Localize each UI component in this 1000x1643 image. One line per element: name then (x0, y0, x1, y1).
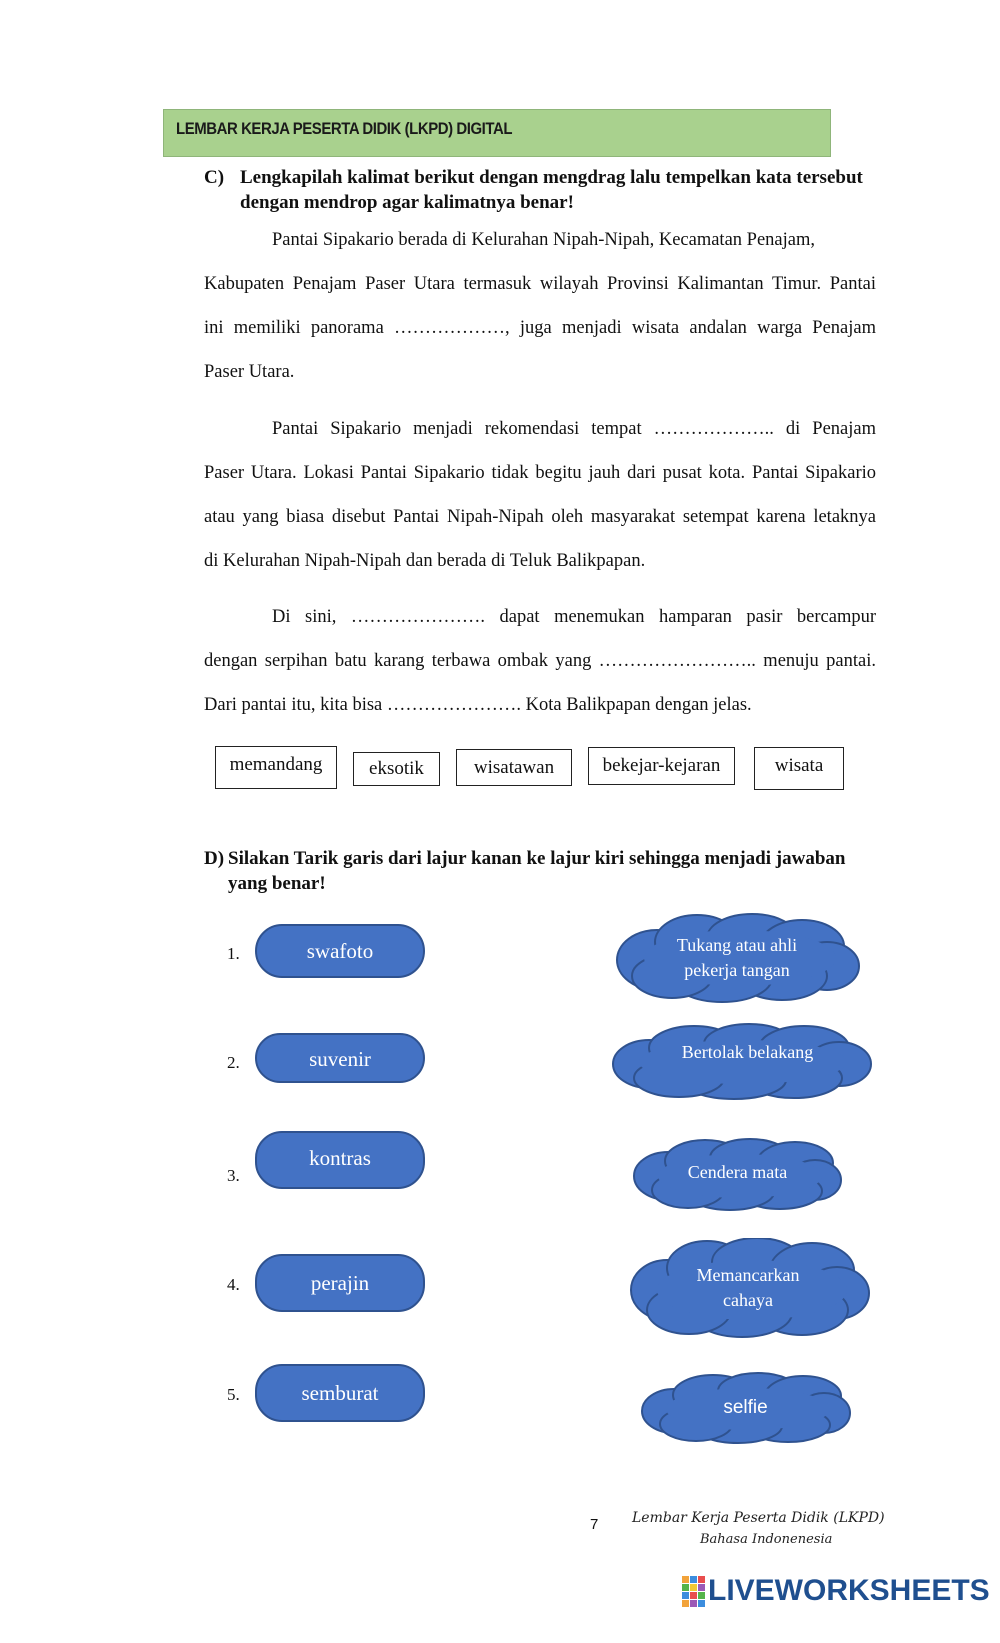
item-number: 5. (227, 1385, 240, 1404)
word-card-bekejar-kejaran[interactable]: bekejar-kejaran (588, 747, 735, 785)
match-left-swafoto[interactable]: swafoto (255, 924, 425, 978)
section-c-instruction-line2: dengan mendrop agar kalimatnya benar! (240, 192, 574, 213)
word-card-wisatawan[interactable]: wisatawan (456, 749, 572, 786)
cloud-text-line2: cahaya (723, 1290, 773, 1310)
passage-line: Kabupaten Penajam Paser Utara termasuk wilayah Provinsi Kalimantan Timur. Pantai (204, 274, 876, 294)
cloud-text-line1: Bertolak belakang (681, 1042, 814, 1062)
section-d-instruction-line1: Silakan Tarik garis dari lajur kanan ke lajur kiri sehingga menjadi jawaban (228, 848, 846, 869)
passage-line: Pantai Sipakario menjadi rekomendasi tempat ……………….. di Penajam (272, 419, 876, 439)
match-right-cendera[interactable] (630, 1136, 845, 1212)
cloud-text-line1: selfie (723, 1397, 768, 1418)
match-right-selfie[interactable] (638, 1371, 853, 1445)
word-card-wisata[interactable]: wisata (754, 747, 844, 790)
word-card-memandang[interactable]: memandang (215, 746, 337, 789)
section-d-instruction-line2: yang benar! (228, 873, 326, 894)
match-right-tukang[interactable] (612, 912, 862, 1004)
document-header (163, 109, 831, 157)
match-left-perajin[interactable]: perajin (255, 1254, 425, 1312)
passage-line: Pantai Sipakario berada di Kelurahan Nipah-Nipah, Kecamatan Penajam, (272, 230, 815, 250)
cloud-text-line1: Tukang atau ahli (676, 935, 798, 955)
cloud-text-line1: Cendera mata (687, 1162, 788, 1182)
footer-line2: Bahasa Indonenesia (700, 1532, 833, 1547)
passage-line: atau yang biasa disebut Pantai Nipah-Nipah oleh masyarakat setempat karena letaknya (204, 507, 876, 527)
match-left-kontras[interactable]: kontras (255, 1131, 425, 1189)
passage-line: Dari pantai itu, kita bisa …………………. Kota Balikpapan dengan jelas. (204, 695, 752, 715)
section-c-instruction-line1: Lengkapilah kalimat berikut dengan mengdrag lalu tempelkan kata tersebut (240, 167, 863, 188)
item-number: 4. (227, 1275, 240, 1294)
document-title: LEMBAR KERJA PESERTA DIDIK (LKPD) DIGITAL (176, 119, 513, 138)
passage-line: ini memiliki panorama ………………, juga menjadi wisata andalan warga Penajam (204, 318, 876, 338)
match-right-memancarkan[interactable] (627, 1238, 877, 1338)
brand-name: LIVEWORKSHEETS (708, 1574, 990, 1607)
match-left-suvenir[interactable]: suvenir (255, 1033, 425, 1083)
item-number: 1. (227, 944, 240, 963)
item-number: 3. (227, 1166, 240, 1185)
match-left-semburat[interactable]: semburat (255, 1364, 425, 1422)
footer-line1: Lembar Kerja Peserta Didik (LKPD) (632, 1510, 885, 1526)
section-d-label: D) (204, 848, 225, 869)
section-c-label: C) (204, 167, 225, 188)
passage-line: Paser Utara. (204, 362, 295, 382)
logo-mark-icon (682, 1576, 706, 1608)
cloud-text-line2: pekerja tangan (684, 960, 790, 980)
passage-line: dengan serpihan batu karang terbawa ombak yang …………………….. menuju pantai. (204, 651, 876, 671)
passage-line: di Kelurahan Nipah-Nipah dan berada di Teluk Balikpapan. (204, 551, 646, 571)
passage-line: Di sini, …………………. dapat menemukan hamparan pasir bercampur (272, 607, 876, 627)
section-d-instruction (204, 846, 884, 900)
word-card-eksotik[interactable]: eksotik (353, 752, 440, 786)
cloud-text-line1: Memancarkan (696, 1265, 800, 1285)
item-number: 2. (227, 1053, 240, 1072)
section-c-instruction (204, 165, 884, 219)
passage-line: Paser Utara. Lokasi Pantai Sipakario tidak begitu jauh dari pusat kota. Pantai Sipakario (204, 463, 876, 483)
match-right-bertolak[interactable] (609, 1022, 874, 1100)
page-number: 7 (590, 1516, 599, 1533)
